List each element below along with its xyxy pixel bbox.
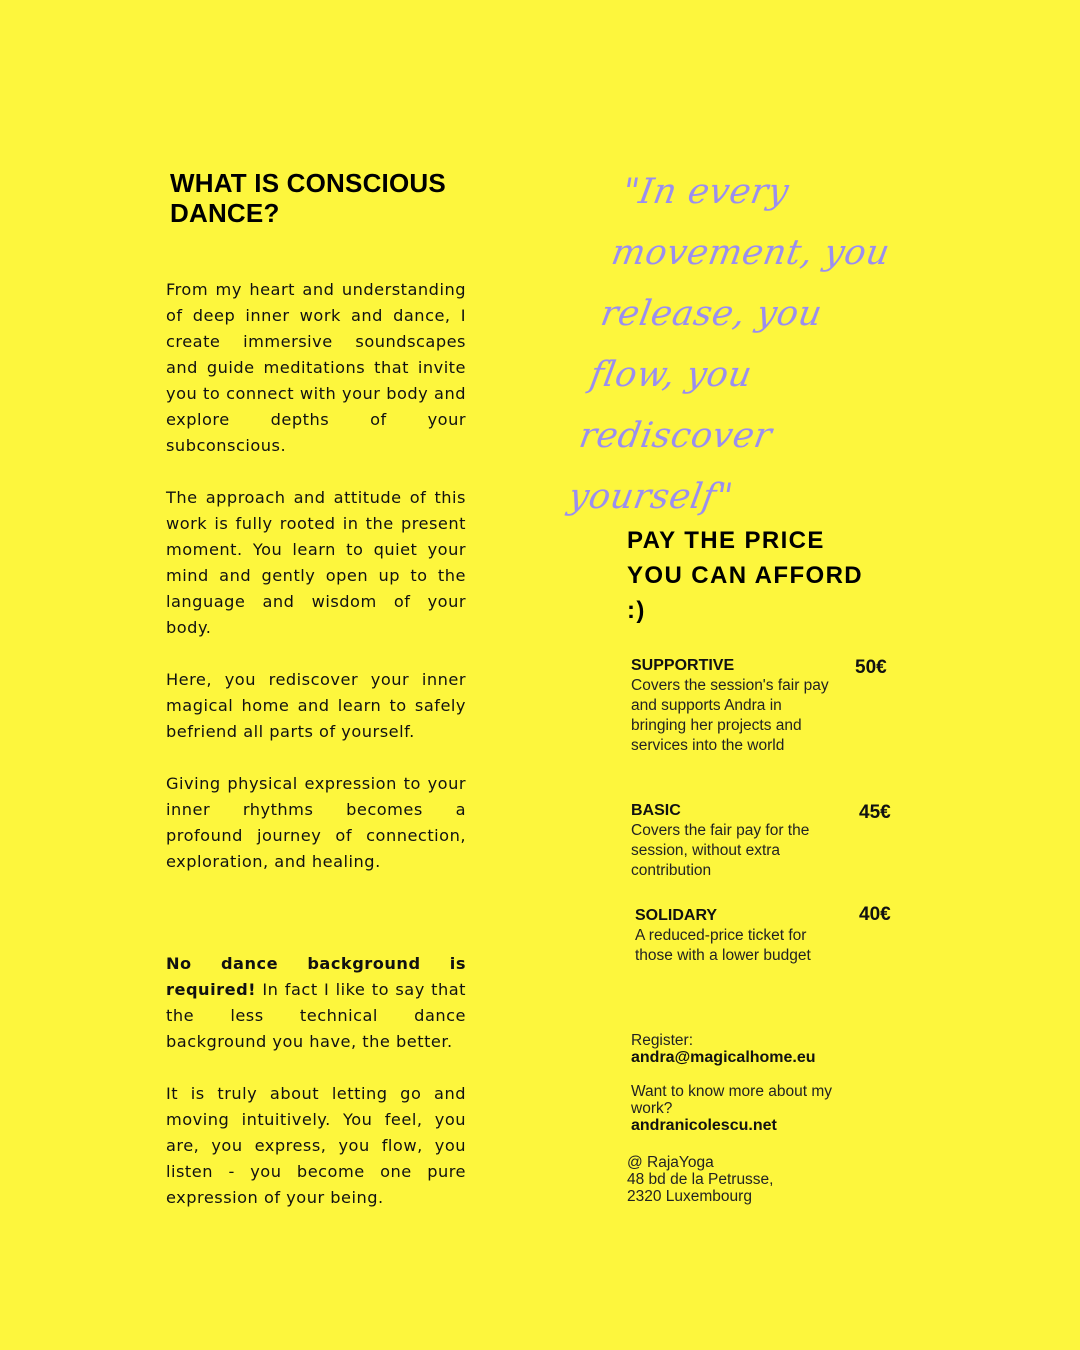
register-email-link[interactable]: andra@magicalhome.eu <box>631 1049 816 1066</box>
section-heading: WHAT IS CONSCIOUS DANCE? <box>170 168 446 228</box>
tier-basic-name: BASIC <box>631 802 681 819</box>
tier-solidary-name: SOLIDARY <box>635 907 718 924</box>
requirement-note-bold: No dance background is required! <box>166 954 466 999</box>
pricing-heading: PAY THE PRICE YOU CAN AFFORD :) <box>627 527 864 624</box>
tier-solidary-price: 40€ <box>859 904 891 925</box>
tier-supportive-price: 50€ <box>855 657 887 678</box>
tier-basic-description: Covers the fair pay for the session, without extra contribution <box>631 822 810 879</box>
venue-name: @ RajaYoga <box>627 1154 714 1171</box>
tier-supportive-name: SUPPORTIVE <box>631 657 735 674</box>
website-link[interactable]: andranicolescu.net <box>631 1117 777 1134</box>
requirement-note-rest: In fact I like to say that the less technical dance background you have, the better. <box>166 980 466 1051</box>
expression-paragraph: Giving physical expression to your inner rhythms becomes a profound journey of connection, exploration, and healing. <box>166 774 466 871</box>
tier-supportive-description: Covers the session's fair pay and supports Andra in bringing her projects and services into the world <box>631 677 829 754</box>
tier-basic-price: 45€ <box>859 802 891 823</box>
closing-paragraph: It is truly about letting go and moving intuitively. You feel, you are, you express, you flow, you listen - you become one pure expression of your being. <box>166 1084 466 1207</box>
approach-paragraph: The approach and attitude of this work is fully rooted in the present moment. You learn to quiet your mind and gently open up to the language and wisdom of your body. <box>166 488 466 637</box>
venue-street: 48 bd de la Petrusse, <box>627 1171 774 1188</box>
tier-solidary-description: A reduced-price ticket for those with a lower budget <box>635 927 811 964</box>
venue-city: 2320 Luxembourg <box>627 1188 752 1205</box>
register-label: Register: <box>631 1032 694 1049</box>
handwritten-quote: "In every movement, you release, you flow, you rediscover yourself" <box>565 172 893 517</box>
venue-address <box>627 1154 847 1205</box>
intro-paragraph: From my heart and understanding of deep inner work and dance, I create immersive soundscapes and guide meditations that invite you to connect with your body and explore depths of your subconscious. <box>166 280 466 455</box>
more-info-label: Want to know more about my work? <box>631 1083 833 1117</box>
requirement-note <box>166 951 466 1055</box>
rediscover-paragraph: Here, you rediscover your inner magical home and learn to safely befriend all parts of yourself. <box>166 670 466 741</box>
